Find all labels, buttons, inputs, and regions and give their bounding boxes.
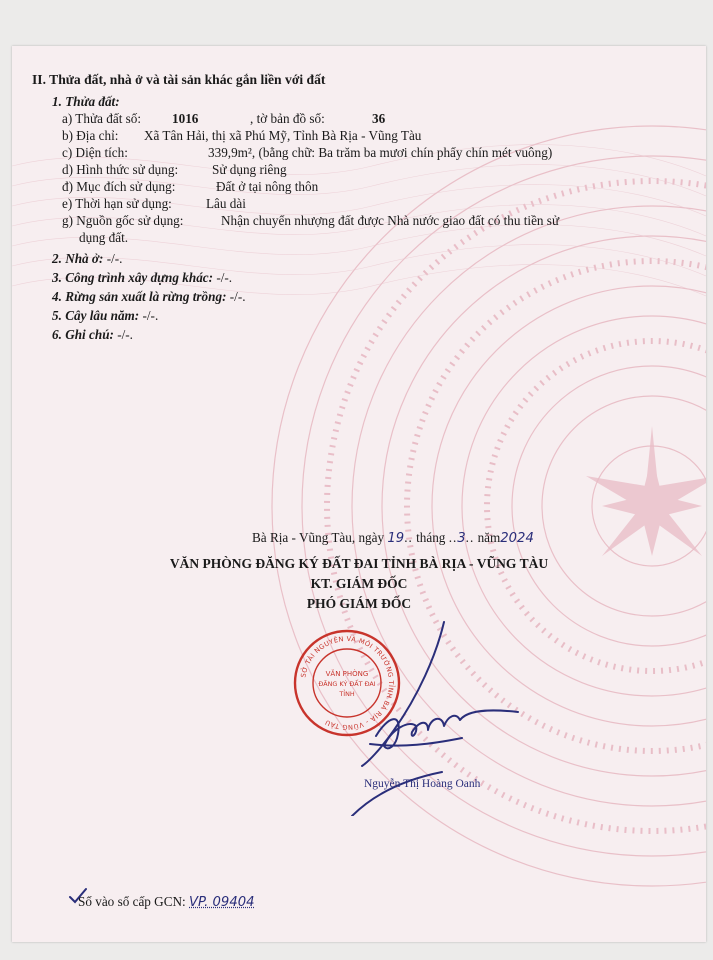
map-number: 36: [372, 111, 386, 126]
origin-value-line1: Nhận chuyển nhượng đất được Nhà nước giao đất có thu tiền sử: [221, 213, 560, 228]
gcn-register: [78, 894, 255, 911]
usage-form-label: d) Hình thức sử dụng:: [62, 162, 179, 177]
seal-ring-text: SỞ TÀI NGUYÊN VÀ MÔI TRƯỜNG TỈNH BÀ RỊA - VŨNG TÀU: [299, 634, 396, 732]
day-value: 19: [387, 531, 405, 546]
purpose-value: Đất ở tại nông thôn: [216, 179, 319, 194]
list-item: 2. Nhà ở: -/-.: [52, 251, 123, 266]
seal-inner-line1: VĂN PHÒNG: [325, 670, 369, 678]
seal-inner-line2: ĐĂNG KÝ ĐẤT ĐAI: [318, 680, 376, 688]
map-label: , tờ bản đồ số:: [250, 111, 325, 126]
gcn-register-value: VP. 09404: [189, 895, 255, 910]
list-item: 6. Ghi chú: -/-.: [52, 327, 133, 342]
parcel-number: 1016: [172, 111, 199, 126]
month-value: 3: [457, 531, 466, 546]
place-date: Bà Rịa - Vũng Tàu, ngày 19.. tháng ..3.. năm2024: [252, 530, 534, 546]
for-director: KT. GIÁM ĐỐC: [310, 576, 408, 591]
gcn-register-label: Số vào sổ cấp GCN:: [78, 894, 186, 909]
address-value: Xã Tân Hải, thị xã Phú Mỹ, Tỉnh Bà Rịa - Vũng Tàu: [144, 128, 422, 143]
term-label: e) Thời hạn sử dụng:: [62, 196, 172, 211]
parcel-label: a) Thửa đất số:: [62, 111, 142, 126]
list-item: 4. Rừng sản xuất là rừng trồng: -/-.: [52, 289, 246, 304]
section-title: II. Thửa đất, nhà ở và tài sản khác gắn liền với đất: [32, 72, 326, 87]
certificate-page: [12, 46, 706, 942]
purpose-label: đ) Mục đích sử dụng:: [62, 179, 176, 194]
term-value: Lâu dài: [206, 196, 246, 211]
list-item: 5. Cây lâu năm: -/-.: [52, 308, 159, 323]
usage-form-value: Sử dụng riêng: [212, 162, 287, 177]
origin-value-line2: dụng đất.: [79, 230, 129, 245]
list-item: 3. Công trình xây dựng khác: -/-.: [52, 270, 233, 285]
seal-inner-line3: TỈNH: [339, 690, 355, 698]
address-label: b) Địa chỉ:: [62, 128, 119, 143]
year-value: 2024: [500, 531, 534, 546]
office-name: VĂN PHÒNG ĐĂNG KÝ ĐẤT ĐAI TỈNH BÀ RỊA - VŨNG TÀU: [169, 556, 549, 571]
signer-name: Nguyễn Thị Hoàng Oanh: [364, 778, 481, 790]
deputy-director: PHÓ GIÁM ĐỐC: [306, 596, 412, 611]
area-label: c) Diện tích:: [62, 145, 128, 160]
land-heading: 1. Thửa đất:: [52, 94, 120, 109]
area-value: 339,9m², (bằng chữ: Ba trăm ba mươi chín phẩy chín mét vuông): [208, 145, 553, 160]
origin-label: g) Nguồn gốc sử dụng:: [62, 213, 184, 228]
